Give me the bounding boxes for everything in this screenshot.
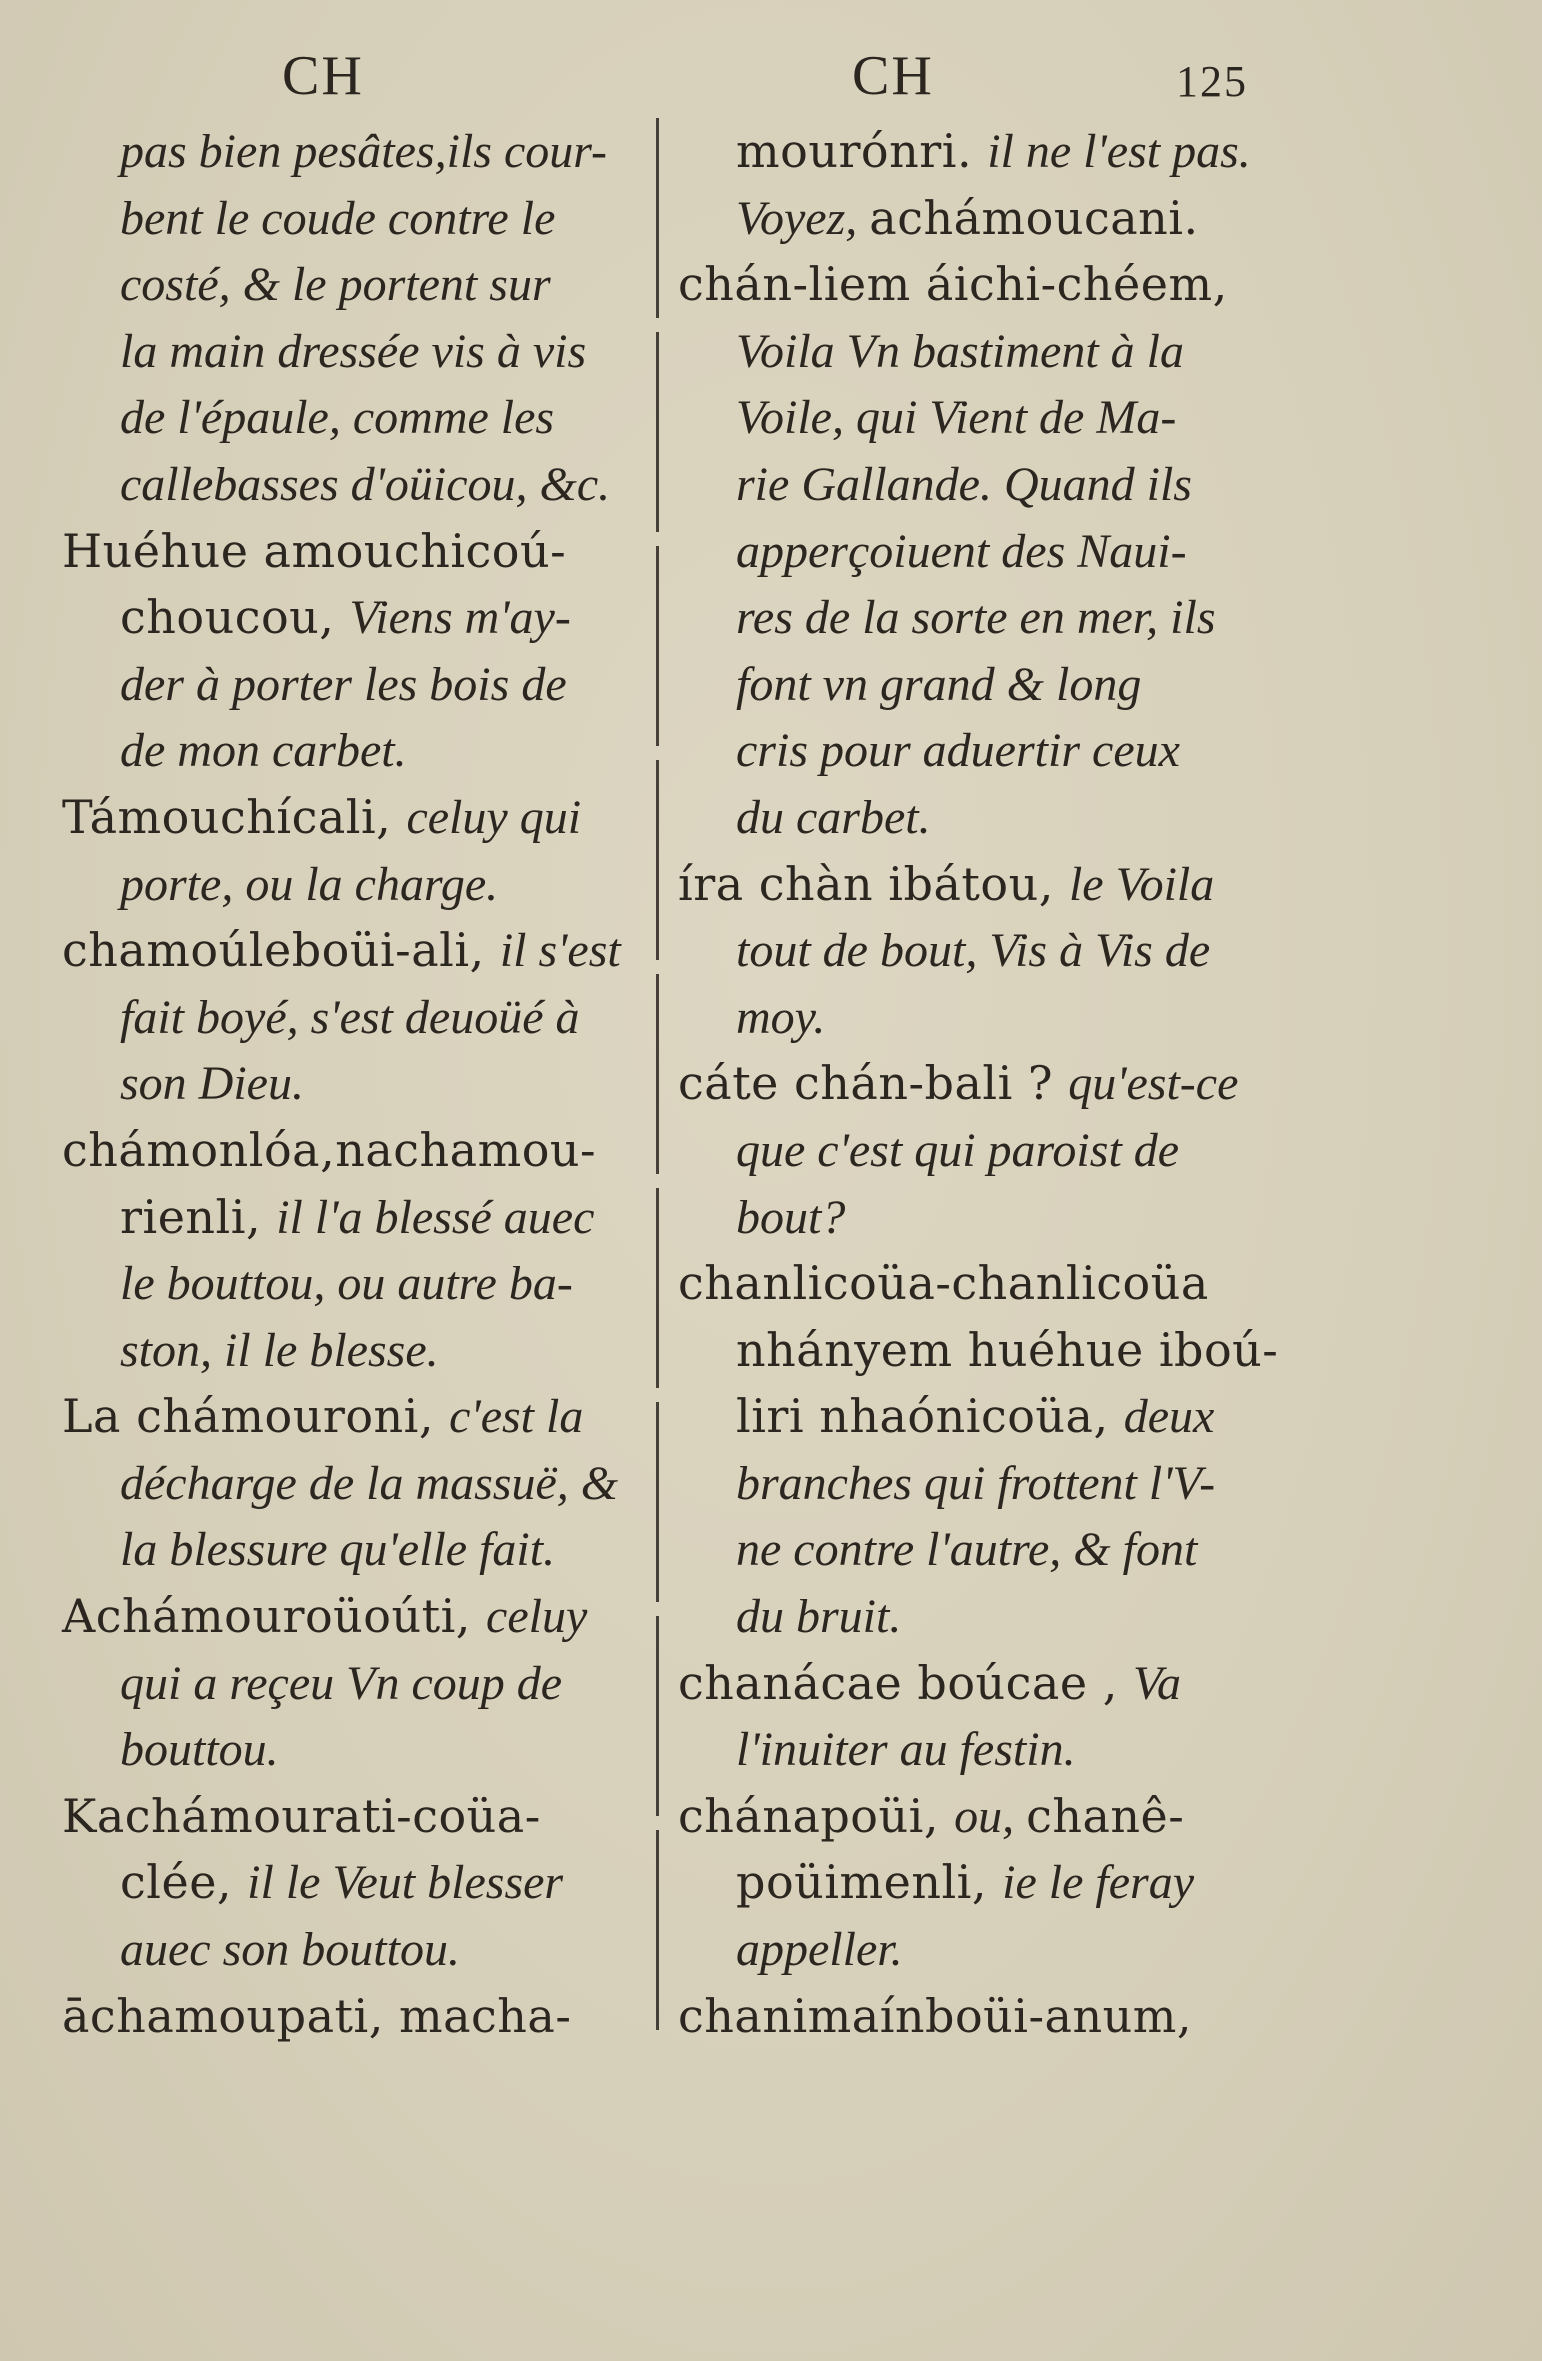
french-gloss: ston, il le blesse. xyxy=(120,1323,439,1377)
text-line xyxy=(678,318,1278,385)
column-divider xyxy=(656,118,659,2036)
french-gloss: bout? xyxy=(736,1190,846,1244)
french-gloss: de mon carbet. xyxy=(120,724,407,778)
text-line xyxy=(678,451,1278,518)
french-gloss: c'est la xyxy=(449,1390,584,1444)
french-gloss: Voile, qui Vient de Ma- xyxy=(736,391,1177,445)
text-line xyxy=(62,1450,662,1517)
french-gloss: il s'est xyxy=(499,924,621,978)
french-gloss: Voyez, xyxy=(736,191,870,245)
dictionary-entry xyxy=(62,1117,662,1383)
dictionary-entry xyxy=(62,1783,662,1983)
carib-headword: liri nhaónicoüa, xyxy=(736,1389,1124,1444)
text-line xyxy=(678,1050,1278,1117)
french-gloss: du carbet. xyxy=(736,790,931,844)
carib-headword: āchamoupati, macha- xyxy=(62,1988,572,2043)
carib-headword: mourónri. xyxy=(736,124,988,178)
french-gloss: pas bien pesâtes,ils cour- xyxy=(120,125,607,178)
text-line xyxy=(62,318,662,385)
dictionary-entry xyxy=(62,1983,662,2050)
dictionary-entry xyxy=(62,1383,662,1583)
text-line xyxy=(678,384,1278,451)
text-line xyxy=(62,1184,662,1251)
french-gloss: bouttou. xyxy=(120,1723,279,1777)
text-line xyxy=(678,1849,1278,1916)
french-gloss: bent le coude contre le xyxy=(120,191,556,245)
text-line xyxy=(62,451,662,518)
french-gloss: rie Gallande. Quand ils xyxy=(736,457,1192,511)
text-line xyxy=(678,717,1278,784)
text-line xyxy=(678,185,1278,252)
continued-entry xyxy=(678,118,1278,251)
text-line xyxy=(62,584,662,651)
text-line xyxy=(678,851,1278,918)
french-gloss: qui a reçeu Vn coup de xyxy=(120,1656,563,1710)
carib-headword: íra chàn ibátou, xyxy=(678,856,1069,911)
text-line xyxy=(62,185,662,252)
text-line xyxy=(678,1650,1278,1717)
carib-headword: chanácae boúcae , xyxy=(678,1655,1133,1710)
right-column xyxy=(678,118,1278,2049)
french-gloss: le bouttou, ou autre ba- xyxy=(120,1257,573,1311)
french-gloss: apperçoiuent des Naui- xyxy=(736,524,1187,578)
french-gloss: font vn grand & long xyxy=(736,657,1142,711)
carib-headword: chámonlóa,nachamou- xyxy=(62,1122,597,1177)
french-gloss: le Voila xyxy=(1068,857,1215,911)
french-gloss: tout de bout, Vis à Vis de xyxy=(736,924,1211,978)
text-line xyxy=(62,1783,662,1850)
french-gloss: ie le feray xyxy=(1002,1856,1195,1910)
dictionary-entry xyxy=(62,784,662,917)
french-gloss: du bruit. xyxy=(736,1590,902,1644)
text-line xyxy=(62,784,662,851)
french-gloss: la blessure qu'elle fait. xyxy=(120,1523,556,1577)
carib-headword: chanimaínboüi-anum, xyxy=(678,1988,1192,2043)
carib-headword: chánapoüi, xyxy=(678,1788,955,1843)
carib-headword: Támouchícali, xyxy=(62,789,407,844)
french-gloss: de l'épaule, comme les xyxy=(120,391,555,445)
text-line xyxy=(678,518,1278,585)
text-line xyxy=(678,584,1278,651)
dictionary-entry xyxy=(678,1983,1278,2050)
text-line xyxy=(678,1450,1278,1517)
text-line xyxy=(678,1516,1278,1583)
french-gloss: décharge de la massuë, & xyxy=(120,1456,619,1510)
french-gloss: moy. xyxy=(736,990,826,1044)
french-gloss: son Dieu. xyxy=(120,1057,304,1111)
text-line xyxy=(62,917,662,984)
french-gloss: Viens m'ay- xyxy=(349,591,571,645)
dictionary-entry xyxy=(62,1583,662,1783)
carib-headword: Achámouroüoúti, xyxy=(62,1589,487,1644)
text-line xyxy=(62,651,662,718)
running-header-left: CH xyxy=(282,45,364,107)
french-gloss: ou, xyxy=(954,1789,1027,1843)
text-line xyxy=(62,118,662,185)
dictionary-entry xyxy=(678,1783,1278,1983)
text-line xyxy=(678,1983,1278,2050)
carib-headword: clée, xyxy=(120,1855,248,1910)
french-gloss: branches qui frottent l'V- xyxy=(736,1456,1216,1510)
left-column xyxy=(62,118,662,2049)
carib-headword: chán-liem áichi-chéem, xyxy=(678,257,1228,312)
french-gloss: der à porter les bois de xyxy=(120,657,567,711)
french-gloss: auec son bouttou. xyxy=(120,1923,460,1977)
text-line xyxy=(678,917,1278,984)
text-line xyxy=(62,1849,662,1916)
text-line xyxy=(62,1650,662,1717)
french-gloss: il l'a blessé auec xyxy=(276,1190,595,1244)
french-gloss: qu'est-ce xyxy=(1068,1057,1239,1111)
text-line xyxy=(62,1317,662,1384)
dictionary-entry xyxy=(678,851,1278,1051)
text-line xyxy=(62,1583,662,1650)
text-line xyxy=(678,251,1278,318)
text-line xyxy=(62,1983,662,2050)
carib-headword: Huéhue amouchicoú- xyxy=(62,523,567,578)
carib-headword: nhányem huéhue iboú- xyxy=(736,1322,1279,1377)
page-number: 125 xyxy=(1176,57,1248,106)
dictionary-entry xyxy=(678,1050,1278,1250)
text-line xyxy=(678,1383,1278,1450)
text-line xyxy=(62,984,662,1051)
text-line xyxy=(62,1117,662,1184)
text-line xyxy=(62,1516,662,1583)
carib-headword: chanê- xyxy=(1026,1788,1185,1843)
text-line xyxy=(62,851,662,918)
french-gloss: que c'est qui paroist de xyxy=(736,1123,1180,1177)
french-gloss: deux xyxy=(1123,1390,1215,1444)
french-gloss: callebasses d'oüicou, &c. xyxy=(120,457,611,511)
text-line xyxy=(678,984,1278,1051)
carib-headword: poüimenli, xyxy=(736,1855,1003,1910)
text-line xyxy=(62,717,662,784)
french-gloss: costé, & le portent sur xyxy=(120,258,551,312)
french-gloss: porte, ou la charge. xyxy=(120,857,499,911)
french-gloss: il ne l'est pas. xyxy=(987,125,1251,178)
text-line xyxy=(62,1383,662,1450)
french-gloss: appeller. xyxy=(736,1923,903,1977)
french-gloss: la main dressée vis à vis xyxy=(120,324,587,378)
text-line xyxy=(678,1184,1278,1251)
french-gloss: Va xyxy=(1132,1656,1181,1710)
carib-headword: La chámouroni, xyxy=(62,1389,450,1444)
french-gloss: celuy xyxy=(486,1590,588,1644)
carib-headword: achámoucani. xyxy=(869,190,1199,245)
dictionary-entry xyxy=(678,251,1278,850)
text-line xyxy=(62,1716,662,1783)
text-line xyxy=(62,1250,662,1317)
text-line xyxy=(678,1117,1278,1184)
dictionary-entry xyxy=(678,1250,1278,1650)
french-gloss: celuy qui xyxy=(406,790,582,844)
text-line xyxy=(62,1916,662,1983)
dictionary-entry xyxy=(62,518,662,784)
french-gloss: cris pour aduertir ceux xyxy=(736,724,1180,778)
text-line xyxy=(62,1050,662,1117)
text-line xyxy=(678,118,1278,185)
text-line xyxy=(678,1583,1278,1650)
continued-entry xyxy=(62,118,662,518)
carib-headword: rienli, xyxy=(120,1189,277,1244)
french-gloss: ne contre l'autre, & font xyxy=(736,1523,1198,1577)
text-line xyxy=(678,1783,1278,1850)
running-header-right: CH xyxy=(852,45,934,107)
text-line xyxy=(62,384,662,451)
text-line xyxy=(678,1317,1278,1384)
dictionary-entry xyxy=(678,1650,1278,1783)
text-line xyxy=(678,1250,1278,1317)
carib-headword: Kachámourati-coüa- xyxy=(62,1788,541,1843)
french-gloss: res de la sorte en mer, ils xyxy=(736,591,1216,645)
carib-headword: choucou, xyxy=(120,590,350,645)
carib-headword: cáte chán-bali ? xyxy=(678,1056,1069,1111)
text-line xyxy=(678,784,1278,851)
french-gloss: il le Veut blesser xyxy=(247,1856,564,1910)
french-gloss: fait boyé, s'est deuoüé à xyxy=(120,990,580,1044)
text-line xyxy=(678,1916,1278,1983)
carib-headword: chanlicoüa-chanlicoüa xyxy=(678,1256,1209,1311)
text-line xyxy=(678,1716,1278,1783)
text-line xyxy=(62,251,662,318)
text-line xyxy=(678,651,1278,718)
dictionary-entry xyxy=(62,917,662,1117)
carib-headword: chamoúleboüi-ali, xyxy=(62,923,500,978)
text-line xyxy=(62,518,662,585)
french-gloss: Voila Vn bastiment à la xyxy=(736,324,1184,378)
french-gloss: l'inuiter au festin. xyxy=(736,1723,1076,1777)
